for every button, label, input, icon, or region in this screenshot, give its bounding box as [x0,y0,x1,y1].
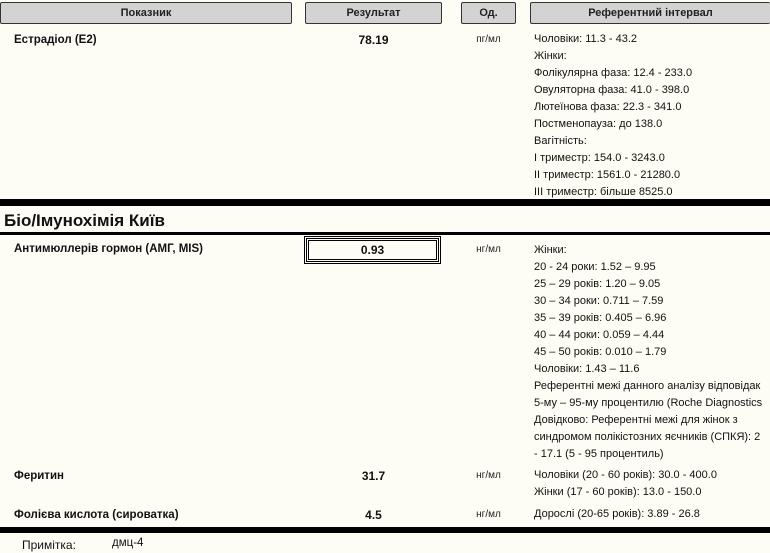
reference-line: Чоловіки (20 - 60 років): 30.0 - 400.0 [534,469,717,481]
header-unit: Од. [461,2,516,24]
reference-line: Лютеїнова фаза: 22.3 - 341.0 [534,101,682,113]
test-unit-ferritin: нг/мл [476,470,501,481]
reference-ferritin [534,467,770,501]
reference-line: 40 – 44 роки: 0.059 – 4.44 [534,329,665,341]
header-reference: Референтний інтервал [530,2,770,24]
section-title: Біо/Імунохімія Київ [4,211,165,230]
test-name-estradiol: Естрадіол (Е2) [14,34,97,46]
reference-line: ІІ триместр: 1561.0 - 21280.0 [534,169,681,181]
test-result-ferritin: 31.7 [361,469,386,483]
reference-line: Жінки: [534,50,567,62]
reference-line: Постменопауза: до 138.0 [534,118,663,130]
reference-line: І триместр: 154.0 - 3243.0 [534,152,665,164]
test-unit-estradiol: пг/мл [476,34,501,45]
reference-line: синдромом полікістозних яєчників (СПКЯ): 2 [534,431,761,443]
test-unit-amh: нг/мл [476,244,501,255]
reference-line: Овуляторна фаза: 41.0 - 398.0 [534,84,690,96]
test-name-ferritin: Феритин [14,470,64,482]
reference-line: Фолікулярна фаза: 12.4 - 233.0 [534,67,693,79]
note-label: Примітка: [22,538,76,552]
note-value: дмц-4 [112,537,144,549]
reference-estradiol [534,31,770,201]
reference-line: ІІІ триместр: більше 8525.0 [534,186,673,198]
reference-line: Референтні межі данного аналізу відповідак [534,380,761,392]
reference-line: 35 – 39 років: 0.405 – 6.96 [534,312,667,324]
test-result-amh: 0.93 [304,236,441,264]
reference-line: - 17.1 (5 - 95 процентиль) [534,448,664,460]
test-result-folate: 4.5 [365,508,382,522]
reference-line: Чоловіки: 11.3 - 43.2 [534,33,638,45]
section-divider-top [0,199,770,206]
reference-line: Вагітність: [534,135,587,147]
reference-line: 5-му – 95-му процентилю (Roche Diagnostics [534,397,763,409]
test-name-amh: Антимюллерів гормон (АМГ, MIS) [14,243,203,255]
header-indicator: Показник [0,2,292,24]
reference-line: Дорослі (20-65 років): 3.89 - 26.8 [534,508,700,520]
reference-folate [534,506,770,523]
reference-line: 45 – 50 років: 0.010 – 1.79 [534,346,667,358]
test-unit-folate: нг/мл [476,509,501,520]
bottom-divider [0,527,770,533]
header-result: Результат [305,2,442,24]
reference-line: 30 – 34 роки: 0.711 – 7.59 [534,295,664,307]
reference-line: Чоловіки: 1.43 – 11.6 [534,363,640,375]
section-divider-bottom [0,232,770,235]
reference-amh [534,242,770,463]
reference-line: 20 - 24 роки: 1.52 – 9.95 [534,261,656,273]
reference-line: 25 – 29 років: 1.20 – 9.05 [534,278,661,290]
test-result-estradiol: 78.19 [358,33,389,47]
reference-line: Жінки: [534,244,567,256]
test-name-folate: Фолієва кислота (сироватка) [14,509,179,521]
reference-line: Жінки (17 - 60 років): 13.0 - 150.0 [534,486,702,498]
reference-line: Довідково: Референтні межі для жінок з [534,414,738,426]
